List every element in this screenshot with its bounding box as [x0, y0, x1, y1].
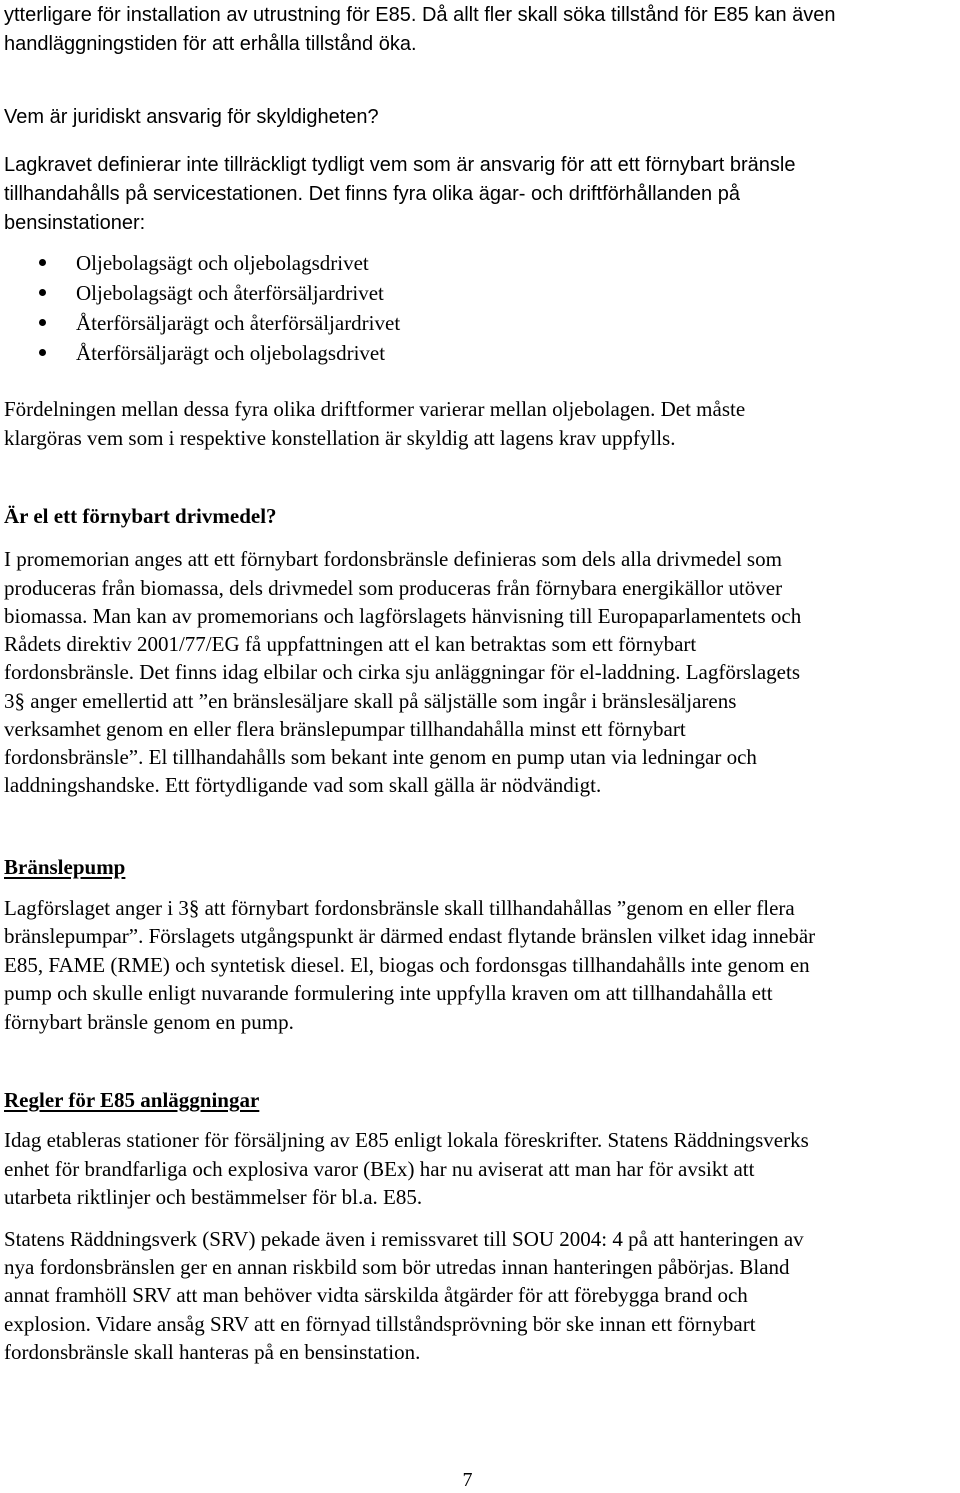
paragraph-line: I promemorian anges att ett förnybart fordonsbränsle definieras som dels alla drivmedel som — [4, 547, 782, 571]
paragraph-line: Idag etableras stationer för försäljning av E85 enligt lokala föreskrifter. Statens Räddningsverks — [4, 1128, 809, 1152]
bullet-marker — [39, 259, 46, 266]
paragraph-line: fordonsbränsle”. El tillhandahålls som bekant inte genom en pump utan via ledningar och — [4, 745, 757, 769]
list-item: Oljebolagsägt och återförsäljardrivet — [76, 281, 384, 305]
paragraph-line: bensinstationer: — [4, 212, 146, 234]
paragraph-line: biomassa. Man kan av promemorians och lagförslagets hänvisning till Europaparlamentets och — [4, 604, 802, 628]
paragraph-line: Lagkravet definierar inte tillräckligt tydligt vem som är ansvarig för att ett förnybart bränsle — [4, 154, 796, 176]
paragraph-line: klargöras vem som i respektive konstellation är skyldig att lagens krav uppfylls. — [4, 426, 676, 450]
intro-line: ytterligare för installation av utrustning för E85. Då allt fler skall söka tillstånd för E85 kan även — [4, 4, 836, 26]
list-item: Återförsäljarägt och oljebolagsdrivet — [76, 341, 386, 365]
paragraph-line: enhet för brandfarliga och explosiva varor (BEx) har nu aviserat att man har för avsikt att — [4, 1157, 755, 1181]
paragraph-line: tillhandahålls på servicestationen. Det finns fyra olika ägar- och driftförhållanden på — [4, 183, 740, 205]
section-heading-juridiskt: Vem är juridiskt ansvarig för skyldigheten? — [4, 106, 379, 128]
paragraph-line: bränslepumpar”. Förslagets utgångspunkt är därmed endast flytande bränslen vilket idag innebär — [4, 924, 816, 948]
paragraph-line: annat framhöll SRV att man behöver vidta särskilda åtgärder för att förebygga brand och — [4, 1283, 748, 1307]
intro-line: handläggningstiden för att erhålla tillstånd öka. — [4, 33, 417, 55]
bullet-marker — [39, 319, 46, 326]
paragraph-line: produceras från biomassa, dels drivmedel som produceras från förnybara energikällor utöver — [4, 576, 783, 600]
list-item: Återförsäljarägt och återförsäljardrivet — [76, 311, 401, 335]
section-heading-pump: Bränslepump — [4, 855, 126, 879]
paragraph-line: E85, FAME (RME) och syntetisk diesel. El, biogas och fordonsgas tillhandahålls inte genom en — [4, 953, 810, 977]
paragraph-line: Statens Räddningsverk (SRV) pekade även i remissvaret till SOU 2004: 4 på att hanteringen av — [4, 1227, 804, 1251]
paragraph-line: nya fordonsbränslen ger en annan riskbild som bör utredas innan hanteringen påbörjas. Bland — [4, 1255, 790, 1279]
page-number: 7 — [462, 1469, 473, 1491]
paragraph-line: explosion. Vidare ansåg SRV att en förnyad tillståndsprövning bör ske innan ett förnybart — [4, 1312, 756, 1336]
paragraph-line: fordonsbränsle skall hanteras på en bensinstation. — [4, 1340, 421, 1364]
bullet-marker — [39, 349, 46, 356]
paragraph-line: fordonsbränsle. Det finns idag elbilar och cirka sju anläggningar för el-laddning. Lagförslagets — [4, 660, 801, 684]
list-item: Oljebolagsägt och oljebolagsdrivet — [76, 251, 369, 275]
paragraph-line: 3§ anger emellertid att ”en bränslesäljare skall på säljställe som ingår i bränslesäljarens — [4, 689, 737, 713]
section-heading-el: Är el ett förnybart drivmedel? — [4, 504, 277, 528]
paragraph-line: Lagförslaget anger i 3§ att förnybart fordonsbränsle skall tillhandahållas ”genom en eller flera — [4, 896, 795, 920]
paragraph-line: utarbeta riktlinjer och bestämmelser för bl.a. E85. — [4, 1185, 423, 1209]
paragraph-line: pump och skulle enligt nuvarande formulering inte uppfylla kraven om att tillhandahålla ett — [4, 981, 773, 1005]
paragraph-line: laddningshandske. Ett förtydligande vad som skall gälla är nödvändigt. — [4, 773, 602, 797]
paragraph-line: Fördelningen mellan dessa fyra olika driftformer varierar mellan oljebolagen. Det måste — [4, 397, 746, 421]
paragraph-line: Rådets direktiv 2001/77/EG få uppfattningen att el kan betraktas som ett förnybart — [4, 632, 697, 656]
section-heading-regler: Regler för E85 anläggningar — [4, 1088, 260, 1112]
bullet-marker — [39, 289, 46, 296]
paragraph-line: verksamhet genom en eller flera bränslepumpar tillhandahålla minst ett förnybart — [4, 717, 686, 741]
paragraph-line: förnybart bränsle genom en pump. — [4, 1010, 294, 1034]
